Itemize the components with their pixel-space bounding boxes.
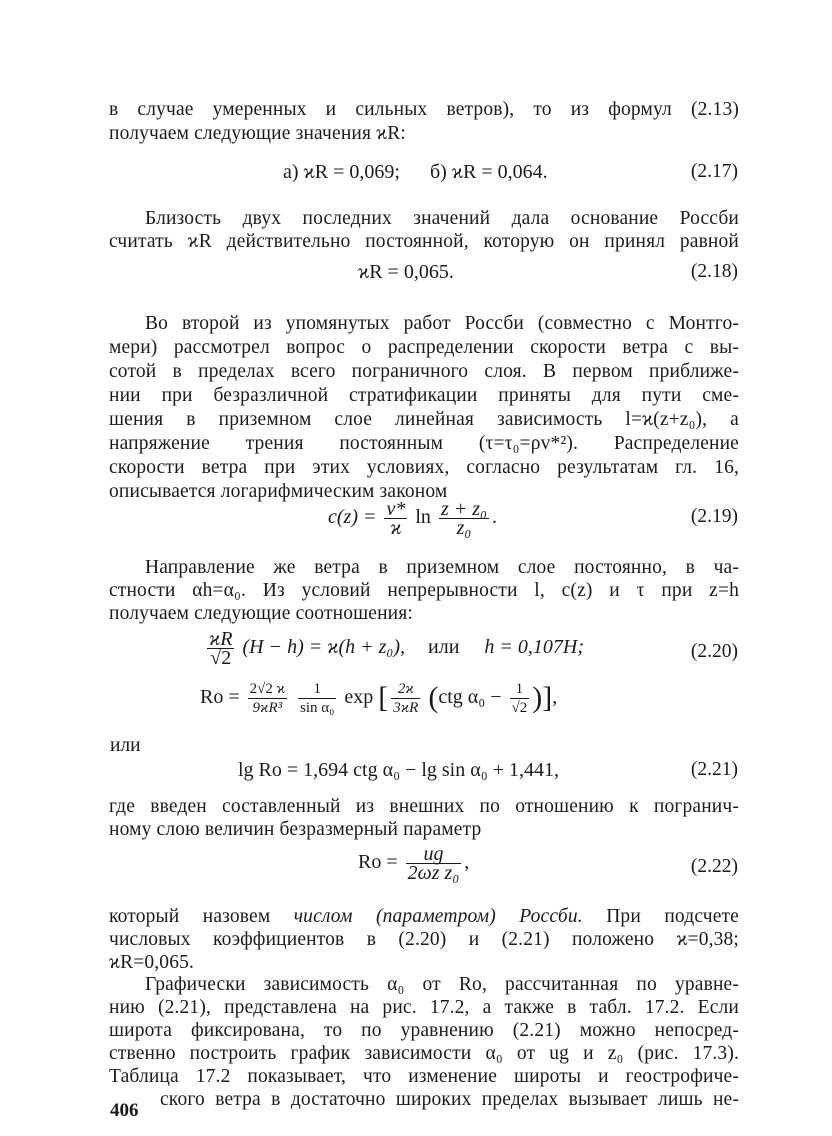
equation-2-21: lg Ro = 1,694 ctg α₀ − lg sin α₀ + 1,441,: [238, 759, 559, 781]
text-line: Таблица 17.2 показывает, что изменение широты и геострофиче-: [109, 1066, 739, 1087]
equation-2-19: c(z) = $\frac{v*}{ϰ}$ ln $\frac{\text{z + z₀}}{\text{z₀}}$ .: [328, 498, 497, 539]
fraction-numerator: 1: [510, 680, 530, 699]
equation-number: (2.18): [690, 261, 738, 282]
fraction: [510, 680, 530, 717]
text-line: ственно построить график зависимости α₀ от ug и z₀ (рис. 17.3).: [109, 1043, 739, 1064]
text-segment: При подсчете: [606, 906, 739, 927]
paren-close: ): [532, 681, 543, 715]
text-line: нию (2.21), представлена на рис. 17.2, а также в табл. 17.2. Если: [109, 997, 739, 1018]
fraction-numerator: 2ϰ: [391, 680, 420, 699]
equation-2-20: [204, 630, 584, 667]
equation-term: exp: [344, 686, 374, 709]
emphasized-term: числом (параметром) Россби.: [293, 906, 583, 927]
equation-term: (H − h) = ϰ(h + z₀),: [242, 636, 406, 659]
fraction-denominator: ϰ: [390, 517, 402, 539]
text-line: стности αh=α₀. Из условий непрерывности l, c(z) и τ при z=h: [109, 580, 739, 601]
text-line: шения в приземном слое линейная зависимость l=ϰ(z+z₀), а: [109, 409, 739, 430]
equation-number: (2.19): [690, 506, 738, 527]
text-line: Во второй из упомянутых работ Россби (совместно с Монтго-: [145, 313, 739, 334]
text-line: где введен составленный из внешних по отношению к погранич-: [109, 796, 739, 817]
equation-term: Ro =: [358, 851, 398, 874]
text-line: получаем следующие значения ϰR:: [109, 123, 406, 144]
text-line: нии при безразличной стратификации приняты для пути сме-: [109, 385, 739, 406]
fraction-denominator: 9ϰR³: [252, 700, 283, 716]
equation-number: (2.20): [690, 641, 738, 662]
text-line: скорости ветра при этих условиях, согласно результатам гл. 16,: [109, 457, 739, 478]
text-line: числовых коэффициентов в (2.20) и (2.21) положено ϰ=0,38;: [109, 929, 739, 950]
fraction: [384, 500, 407, 537]
equation-term: ln: [415, 506, 431, 529]
fraction-numerator: z + z₀: [440, 498, 487, 520]
text-line: описывается логарифмическим законом: [109, 481, 448, 502]
fraction-numerator: 2√2 ϰ: [249, 681, 286, 697]
fraction-denominator: √2: [511, 700, 528, 716]
fraction-denominator: sin α₀: [300, 700, 335, 716]
or-word: или: [110, 735, 141, 756]
fraction: [391, 680, 420, 717]
fraction-numerator: v*: [386, 498, 406, 520]
text-segment: который назовем: [109, 906, 271, 927]
text-line: в случае умеренных и сильных ветров), то из формул (2.13): [109, 99, 739, 120]
text-line: Направление же ветра в приземном слое постоянно, в ча-: [145, 557, 739, 578]
fraction-denominator: z₀: [456, 517, 472, 539]
fraction: [207, 630, 234, 667]
equation-2-17-b: б) ϰR = 0,064.: [430, 161, 548, 183]
text-line: Близость двух последних значений дала основание Россби: [145, 208, 739, 229]
fraction-numerator: 1: [298, 680, 336, 699]
text-line: сотой в пределах всего пограничного слоя. В первом приближе-: [109, 361, 739, 382]
fraction-denominator: √2: [210, 647, 232, 669]
fraction-denominator: 3ϰR: [393, 700, 419, 716]
text-line: широта фиксирована, то по уравнению (2.21) можно непосред-: [109, 1020, 739, 1041]
equation-number: (2.17): [690, 161, 738, 182]
text-line: Графически зависимость α₀ от Ro, рассчитанная по уравне-: [145, 974, 739, 995]
fraction-numerator: ϰR: [209, 628, 233, 650]
text-line: напряжение трения постоянным (τ=τ₀=ρv*²). Распределение: [109, 433, 739, 454]
text-line: получаем следующие соотношения:: [109, 603, 413, 624]
paren-open: (: [428, 681, 439, 715]
equation-2-17-a: а) ϰR = 0,069;: [283, 161, 400, 183]
fraction: [248, 680, 287, 717]
equation-term: ,: [464, 851, 470, 874]
fraction: [439, 500, 489, 537]
text-line: [109, 905, 739, 929]
fraction: [298, 680, 336, 717]
text-line: считать ϰR действительно постоянной, которую он принял равной: [109, 231, 739, 252]
equation-2-18: ϰR = 0,065.: [358, 261, 454, 283]
text-line: ϰR=0,065.: [109, 952, 195, 973]
bracket-close: ]: [542, 681, 553, 715]
equation-term: Ro =: [200, 686, 240, 709]
text-line: ному слою величин безразмерный параметр: [109, 819, 482, 840]
bracket-open: [: [378, 681, 389, 715]
fraction: [406, 845, 462, 882]
equation-term: h = 0,107H;: [484, 636, 585, 659]
fraction-denominator: 2ωz z₀: [407, 862, 460, 884]
fraction-numerator: ug: [406, 845, 462, 864]
equation-term: c(z) =: [328, 506, 377, 529]
equation-2-22: [358, 845, 469, 882]
text-line: мери) рассмотрел вопрос о распределении скорости ветра с вы-: [109, 337, 739, 358]
equation-number: (2.22): [690, 856, 738, 877]
page-number: 406: [110, 1100, 139, 1121]
equation-rossby-number: Ro = $\frac{2√2 ϰ}{\text{9ϰR³}}$ $\frac{1}{\text{sin α₀}}$ exp [ $\frac{2ϰ}{3ϰR}$ (ctg α₀ − $\frac{1}{√2}$ )],: [200, 681, 558, 716]
equation-number: (2.21): [690, 759, 738, 780]
equation-or-word: или: [428, 636, 460, 659]
text-line: ского ветра в достаточно широких пределах вызывает лишь не-: [160, 1089, 739, 1110]
equation-term: ctg α₀ −: [438, 686, 502, 709]
